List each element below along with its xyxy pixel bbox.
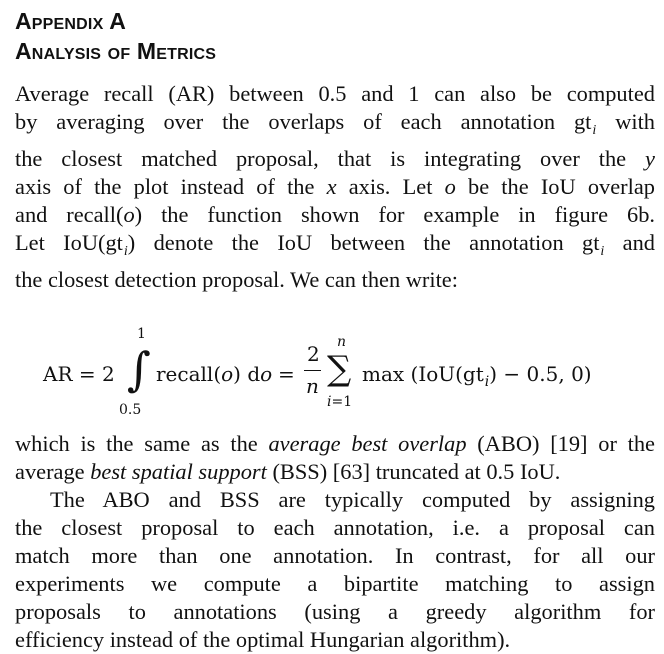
integral-upper-bound: 1 <box>137 326 146 342</box>
appendix-heading <box>15 6 655 66</box>
paper-page <box>15 6 655 654</box>
integrand: recall(o) do <box>156 362 273 386</box>
paragraph-ar-definition <box>15 80 655 294</box>
fraction-bar <box>304 370 321 371</box>
integral-lower-bound: 0.5 <box>119 402 142 418</box>
text-line: experiments we compute a bipartite matching to assign <box>15 571 655 596</box>
summation-sign: ∑ <box>327 349 352 389</box>
equals-sign: = <box>278 362 295 386</box>
fraction-numerator: 2 <box>307 342 320 366</box>
text-line: The ABO and BSS are typically computed by assigning <box>50 487 655 512</box>
appendix-title: Appendix A <box>15 8 126 34</box>
text-line: axis of the plot instead of the x axis. Let o be the IoU overlap <box>15 174 655 199</box>
text-line: efficiency instead of the optimal Hungarian algorithm). <box>15 627 511 652</box>
appendix-subtitle: Analysis of Metrics <box>15 38 217 64</box>
ar-equation <box>15 322 655 428</box>
text-line: the closest proposal to each annotation, i.e. a proposal can <box>15 515 655 540</box>
text-line: Let $IoU(gt_i)$ denote the IoU between the annotation $gt_i$ and <box>15 230 655 259</box>
text-line: which is the same as the average best overlap (ABO) [19] or the <box>15 431 655 456</box>
text-line: average best spatial support (BSS) [63] truncated at 0.5 IoU. <box>15 459 561 484</box>
fraction-denominator: n <box>306 374 319 398</box>
sum-lower-bound: i=1 <box>327 394 353 410</box>
text-line: match more than one annotation. In contrast, for all our <box>15 543 655 568</box>
max-expression: $\max (IoU(gt_i) - 0.5$, 0) <box>362 362 592 390</box>
text-line: by averaging over the overlaps of each annotation $gt_i$ with <box>15 109 655 138</box>
text-line: proposals to annotations (using a greedy algorithm for <box>15 599 655 624</box>
text-line: the closest matched proposal, that is integrating over the y <box>15 146 655 171</box>
text-line: the closest detection proposal. We can then write: <box>15 267 458 292</box>
text-line: Average recall (AR) between 0.5 and 1 can also be computed <box>15 81 655 106</box>
integral-sign: ∫ <box>127 342 151 396</box>
equation-lhs: AR = 2 <box>43 362 115 386</box>
paragraph-abo-bss <box>15 430 655 654</box>
text-line: and recall(o) the function shown for example in figure 6b. <box>15 202 655 227</box>
sum-upper-bound: n <box>337 334 347 350</box>
